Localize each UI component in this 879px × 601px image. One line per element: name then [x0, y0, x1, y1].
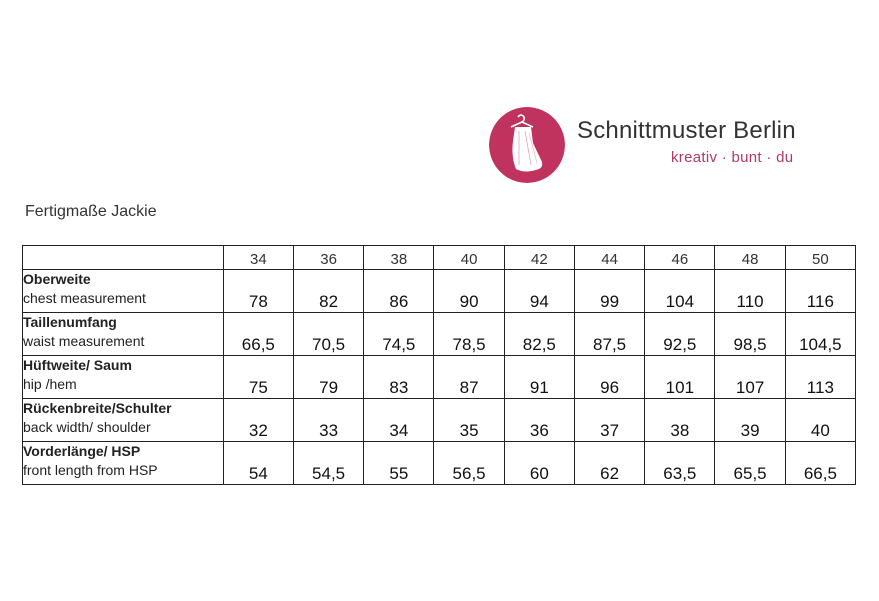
measurement-cell: 101 [645, 356, 715, 399]
row-label-english: hip /hem [23, 376, 77, 392]
row-label-german: Rückenbreite/Schulter [23, 400, 172, 416]
measurement-cell: 78 [223, 270, 293, 313]
measurement-cell: 40 [785, 399, 855, 442]
measurement-cell: 54,5 [293, 442, 363, 485]
row-label-german: Vorderlänge/ HSP [23, 443, 141, 459]
brand-logo [489, 107, 819, 183]
measurement-cell: 78,5 [434, 313, 504, 356]
measurement-cell: 86 [364, 270, 434, 313]
measurement-cell: 90 [434, 270, 504, 313]
size-header-row [23, 246, 856, 270]
measurement-cell: 32 [223, 399, 293, 442]
measurement-table [22, 245, 856, 485]
size-header: 48 [715, 246, 785, 270]
measurement-cell: 82 [293, 270, 363, 313]
measurement-cell: 74,5 [364, 313, 434, 356]
row-label-german: Oberweite [23, 271, 91, 287]
row-label-german: Hüftweite/ Saum [23, 357, 132, 373]
row-label [23, 356, 224, 399]
measurement-cell: 66,5 [785, 442, 855, 485]
row-label [23, 270, 224, 313]
table-row [23, 270, 856, 313]
measurement-cell: 65,5 [715, 442, 785, 485]
measurement-cell: 104,5 [785, 313, 855, 356]
measurement-cell: 75 [223, 356, 293, 399]
size-header: 50 [785, 246, 855, 270]
measurement-cell: 94 [504, 270, 574, 313]
size-header: 42 [504, 246, 574, 270]
measurement-cell: 79 [293, 356, 363, 399]
measurement-cell: 63,5 [645, 442, 715, 485]
row-label [23, 313, 224, 356]
row-label [23, 399, 224, 442]
measurement-cell: 92,5 [645, 313, 715, 356]
row-label-english: back width/ shoulder [23, 419, 151, 435]
size-header: 46 [645, 246, 715, 270]
table-row [23, 356, 856, 399]
size-header: 38 [364, 246, 434, 270]
measurement-cell: 56,5 [434, 442, 504, 485]
dress-logo-icon [489, 107, 565, 183]
measurement-cell: 116 [785, 270, 855, 313]
measurement-cell: 96 [574, 356, 644, 399]
table-row [23, 399, 856, 442]
measurement-cell: 107 [715, 356, 785, 399]
size-header: 40 [434, 246, 504, 270]
measurement-cell: 104 [645, 270, 715, 313]
brand-tagline: kreativ · bunt · du [671, 149, 794, 166]
measurement-cell: 60 [504, 442, 574, 485]
measurement-cell: 98,5 [715, 313, 785, 356]
size-header: 44 [574, 246, 644, 270]
document-title: Fertigmaße Jackie [25, 203, 157, 220]
measurement-cell: 35 [434, 399, 504, 442]
brand-name: Schnittmuster Berlin [577, 117, 796, 144]
measurement-cell: 36 [504, 399, 574, 442]
measurement-cell: 82,5 [504, 313, 574, 356]
size-header: 36 [293, 246, 363, 270]
measurement-cell: 37 [574, 399, 644, 442]
measurement-cell: 99 [574, 270, 644, 313]
measurement-cell: 33 [293, 399, 363, 442]
measurement-cell: 66,5 [223, 313, 293, 356]
size-header: 34 [223, 246, 293, 270]
row-label [23, 442, 224, 485]
measurement-cell: 110 [715, 270, 785, 313]
measurement-cell: 83 [364, 356, 434, 399]
measurement-cell: 38 [645, 399, 715, 442]
measurement-cell: 34 [364, 399, 434, 442]
table-row [23, 313, 856, 356]
measurement-cell: 113 [785, 356, 855, 399]
measurement-cell: 39 [715, 399, 785, 442]
measurement-cell: 87 [434, 356, 504, 399]
header-corner-cell [23, 246, 224, 270]
row-label-english: chest measurement [23, 290, 146, 306]
row-label-english: waist measurement [23, 333, 145, 349]
measurement-cell: 62 [574, 442, 644, 485]
measurement-cell: 91 [504, 356, 574, 399]
measurement-cell: 70,5 [293, 313, 363, 356]
measurement-cell: 54 [223, 442, 293, 485]
row-label-english: front length from HSP [23, 462, 158, 478]
table-row [23, 442, 856, 485]
row-label-german: Taillenumfang [23, 314, 117, 330]
measurement-cell: 87,5 [574, 313, 644, 356]
measurement-cell: 55 [364, 442, 434, 485]
